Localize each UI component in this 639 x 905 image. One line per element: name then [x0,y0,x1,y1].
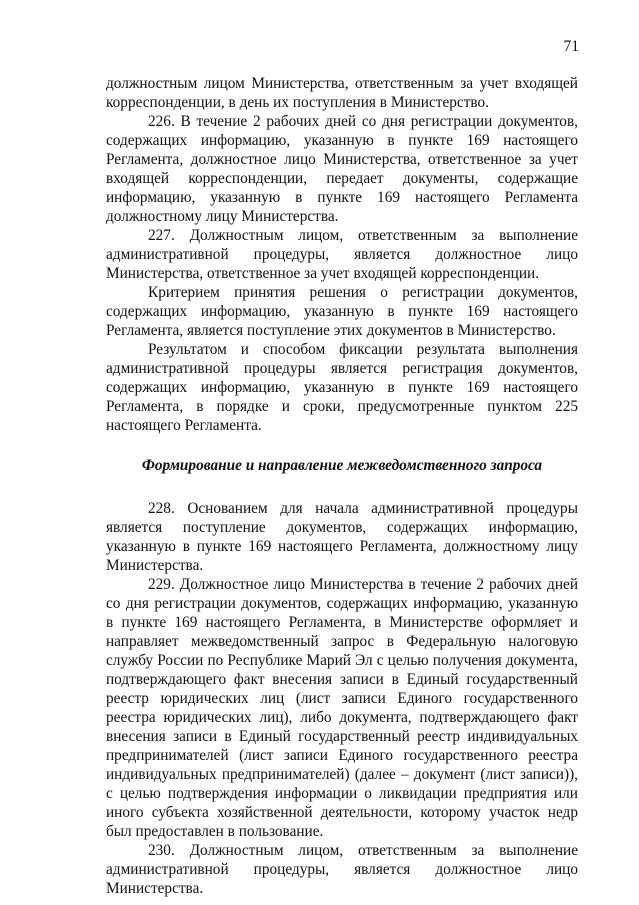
document-body [106,74,578,898]
paragraph-230: 230. Должностным лицом, ответственным за выполнение административной процедуры, является должностное лицо Министерства. [106,842,578,897]
paragraph-227: 227. Должностным лицом, ответственным за выполнение административной процедуры, является должностное лицо Министерства, ответственное за учет входящей корреспонденции. [106,227,578,282]
paragraph-result: Результатом и способом фиксации результата выполнения административной процедуры является регистрация документов, содержащих информацию, указанную в пункте 169 настоящего Регламента, в порядке и сроки, предусмотренные пунктом 225 настоящего Регламента. [106,341,578,434]
page-number: 71 [563,38,579,55]
paragraph-continuation: должностным лицом Министерства, ответственным за учет входящей корреспонденции, в день их поступления в Министерство. [106,75,578,111]
section-heading: Формирование и направление межведомственного запроса [141,457,543,474]
paragraph-228: 228. Основанием для начала административной процедуры является поступление документов, содержащих информацию, указанную в пункте 169 настоящего Регламента, должностному лицу Министерства. [106,500,578,574]
paragraph-criterion: Критерием принятия решения о регистрации документов, содержащих информацию, указанную в пункте 169 настоящего Регламента, является поступление этих документов в Министерство. [106,284,578,339]
paragraph-226: 226. В течение 2 рабочих дней со дня регистрации документов, содержащих информацию, указанную в пункте 169 настоящего Регламента, должностное лицо Министерства, ответственное за учет входящей корреспонденции, передает документы, содержащие информацию, указанную в пункте 169 настоящего Регламента должностному лицу Министерства. [106,113,578,225]
paragraph-229: 229. Должностное лицо Министерства в течение 2 рабочих дней со дня регистрации документов, содержащих информацию, указанную в пункте 169 настоящего Регламента, в Министерстве оформляет и направляет межведомственный запрос в Федеральную налоговую службу России по Республике Марий Эл с целью получения документа, подтверждающего факт внесения записи в Единый государственный реестр юридических лиц (лист записи Единого государственного реестра юридических лиц), либо документа, подтверждающего факт внесения записи в Единый государственный реестр индивидуальных предпринимателей (лист записи Единого государственного реестра индивидуальных предпринимателей) (далее – документ (лист записи)), с целью подтверждения информации о ликвидации предприятия или иного субъекта хозяйственной деятельности, которому участок недр был предоставлен в пользование. [106,576,578,840]
